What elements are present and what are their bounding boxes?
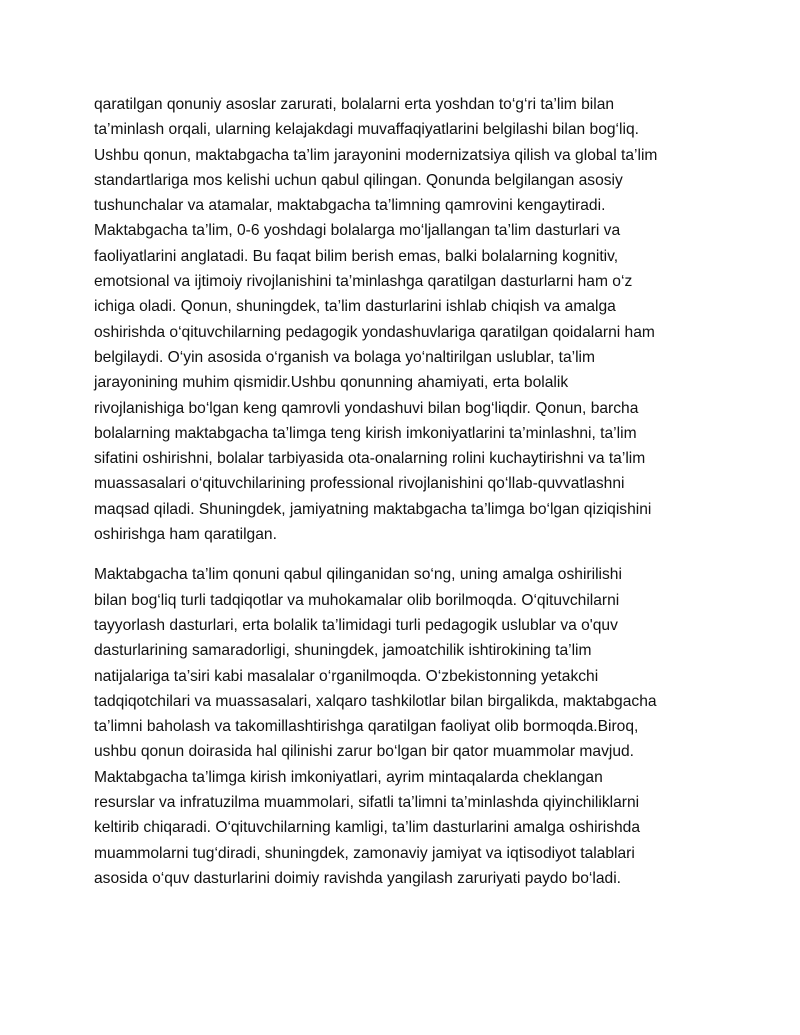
- text-line: tushunchalar va atamalar, maktabgacha ta’limning qamrovini kengaytiradi.: [94, 197, 606, 215]
- text-line: resurslar va infratuzilma muammolari, sifatli ta’limni ta’minlashda qiyinchiliklarni: [94, 794, 640, 812]
- text-line: belgilaydi. O‘yin asosida o‘rganish va bolaga yo‘naltirilgan uslublar, ta’lim: [94, 348, 596, 366]
- text-line: tadqiqotchilari va muassasalari, xalqaro tashkilotlar bilan birgalikda, maktabgacha: [94, 692, 657, 710]
- text-line: muassasalari o‘qituvchilarining professional rivojlanishini qo‘llab-quvvatlashni: [94, 475, 625, 493]
- text-line: emotsional va ijtimoiy rivojlanishini ta’minlashga qaratilgan dasturlarni ham o‘z: [94, 273, 633, 291]
- text-line: ta’minlash orqali, ularning kelajakdagi muvaffaqiyatlarini belgilashi bilan bog‘liq.: [94, 121, 639, 139]
- text-line: Maktabgacha ta’limga kirish imkoniyatlari, ayrim mintaqalarda cheklangan: [94, 768, 603, 786]
- text-line: natijalariga ta’siri kabi masalalar o‘rganilmoqda. O‘zbekistonning yetakchi: [94, 667, 599, 685]
- text-line: Maktabgacha ta’lim qonuni qabul qilinganidan so‘ng, uning amalga oshirilishi: [94, 566, 622, 584]
- text-line: ta’limni baholash va takomillashtirishga qaratilgan faoliyat olib bormoqda.Biroq,: [94, 718, 639, 736]
- text-line: Maktabgacha ta’lim, 0-6 yoshdagi bolalarga mo‘ljallangan ta’lim dasturlari va: [94, 222, 621, 240]
- text-line: ichiga oladi. Qonun, shuningdek, ta’lim dasturlarini ishlab chiqish va amalga: [94, 298, 616, 316]
- text-line: sifatini oshirishni, bolalar tarbiyasida ota-onalarning rolini kuchaytirishni va ta’lim: [94, 450, 646, 468]
- text-line: keltirib chiqaradi. O‘qituvchilarning kamligi, ta’lim dasturlarini amalga oshirishda: [94, 819, 641, 837]
- text-line: rivojlanishiga bo‘lgan keng qamrovli yondashuvi bilan bog‘liqdir. Qonun, barcha: [94, 399, 639, 417]
- text-line: ushbu qonun doirasida hal qilinishi zarur bo‘lgan bir qator muammolar mavjud.: [94, 743, 635, 761]
- text-line: bilan bog‘liq turli tadqiqotlar va muhokamalar olib borilmoqda. O‘qituvchilarni: [94, 591, 620, 609]
- text-line: qaratilgan qonuniy asoslar zarurati, bolalarni erta yoshdan to‘g‘ri ta’lim bilan: [94, 96, 615, 113]
- text-line: bolalarning maktabgacha ta’limga teng kirish imkoniyatlarini ta’minlashni, ta’lim: [94, 424, 637, 442]
- text-line: jarayonining muhim qismidir.Ushbu qonunning ahamiyati, erta bolalik: [94, 374, 569, 392]
- text-line: tayyorlash dasturlari, erta bolalik ta’limidagi turli pedagogik uslublar va o'quv: [94, 616, 618, 634]
- text-line: muammolarni tug‘diradi, shuningdek, zamonaviy jamiyat va iqtisodiyot talablari: [94, 844, 635, 862]
- paragraph-1: [94, 92, 714, 547]
- text-line: oshirishda o‘qituvchilarning pedagogik yondashuvlariga qaratilgan qoidalarni ham: [94, 323, 655, 341]
- text-line: oshirishga ham qaratilgan.: [94, 526, 277, 544]
- text-line: asosida o‘quv dasturlarini doimiy ravishda yangilash zaruriyati paydo bo‘ladi.: [94, 869, 622, 887]
- paragraph-2: [94, 562, 714, 891]
- text-line: faoliyatlarini anglatadi. Bu faqat bilim berish emas, balki bolalarning kognitiv,: [94, 247, 619, 265]
- text-line: maqsad qiladi. Shuningdek, jamiyatning maktabgacha ta’limga bo‘lgan qiziqishini: [94, 500, 652, 518]
- text-line: dasturlarining samaradorligi, shuningdek, jamoatchilik ishtirokining ta’lim: [94, 642, 592, 660]
- document-page: [94, 92, 714, 891]
- text-line: standartlariga mos kelishi uchun qabul qilingan. Qonunda belgilangan asosiy: [94, 171, 623, 189]
- text-line: Ushbu qonun, maktabgacha ta’lim jarayonini modernizatsiya qilish va global ta’lim: [94, 146, 658, 164]
